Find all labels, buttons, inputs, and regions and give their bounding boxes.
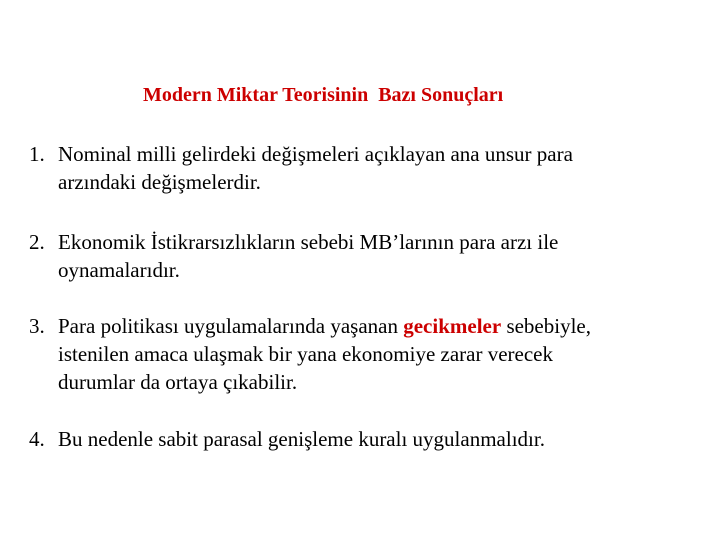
item-line: durumlar da ortaya çıkabilir. <box>58 370 298 394</box>
item-line: Nominal milli gelirdeki değişmeleri açıklayan ana unsur para <box>58 142 573 166</box>
item-line: Ekonomik İstikrarsızlıkların sebebi MB’larının para arzı ile <box>58 230 559 254</box>
item-line <box>58 312 591 340</box>
item-number: 1. <box>29 142 45 166</box>
item-number: 3. <box>29 314 45 338</box>
list-item <box>29 140 689 196</box>
slide-title: Modern Miktar Teorisinin Bazı Sonuçları <box>143 84 504 106</box>
item-line: oynamalarıdır. <box>58 258 180 282</box>
list-item <box>29 425 545 453</box>
item-line: istenilen amaca ulaşmak bir yana ekonomiye zarar verecek <box>58 342 554 366</box>
item-text <box>29 140 689 196</box>
item-number: 2. <box>29 230 45 254</box>
highlighted-word: gecikmeler <box>403 314 502 338</box>
list-item <box>29 312 591 396</box>
item-text <box>29 312 591 396</box>
item-text <box>29 228 558 284</box>
item-text <box>29 425 545 453</box>
list-item <box>29 228 558 284</box>
item-line: arzındaki değişmelerdir. <box>58 170 261 194</box>
numbered-list <box>29 140 689 451</box>
item-text-after: sebebiyle, <box>501 314 591 338</box>
item-number: 4. <box>29 427 45 451</box>
item-line: Bu nedenle sabit parasal genişleme kuralı uygulanmalıdır. <box>58 427 545 451</box>
item-text-before: Para politikası uygulamalarında yaşanan <box>58 314 404 338</box>
